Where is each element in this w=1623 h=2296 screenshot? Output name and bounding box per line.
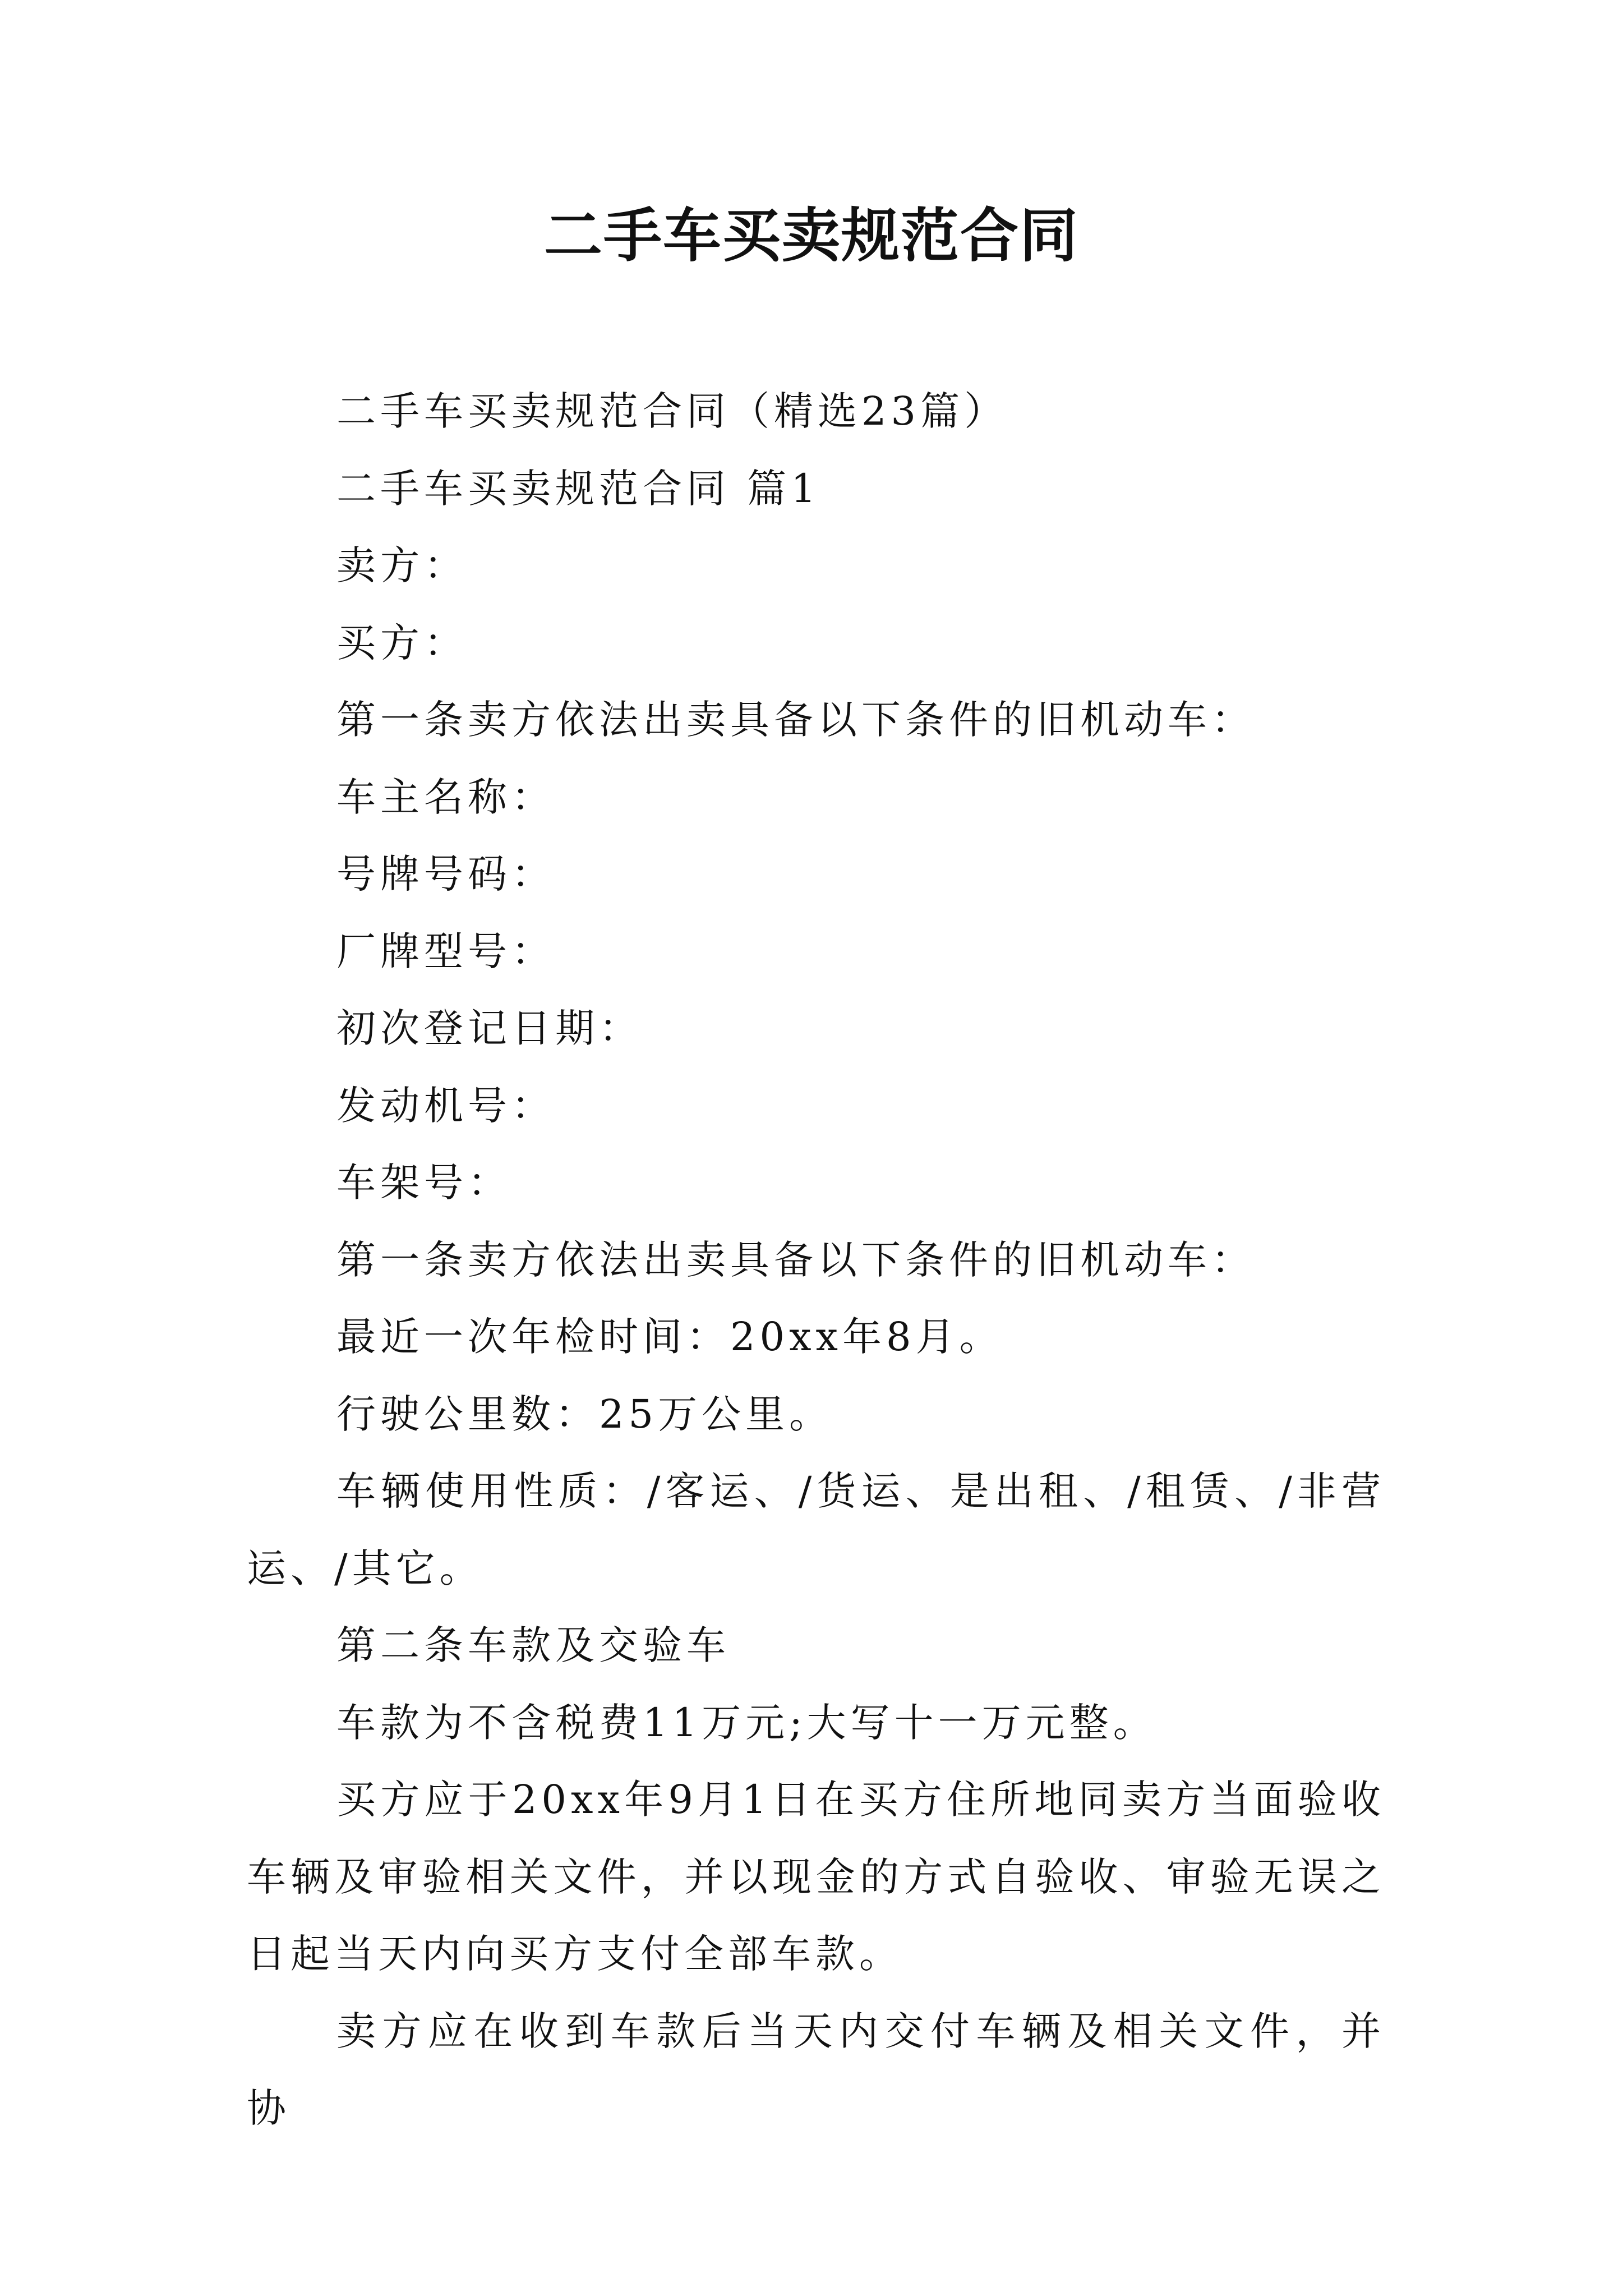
paragraph-plate-number: 号牌号码： <box>336 851 555 897</box>
paragraph-article-1-repeat: 第一条卖方依法出卖具备以下条件的旧机动车： <box>336 1236 1255 1283</box>
paragraph-engine-number: 发动机号： <box>336 1082 555 1129</box>
paragraph-section-heading: 二手车买卖规范合同 篇1 <box>336 465 820 512</box>
paragraph-registration-date: 初次登记日期： <box>336 1005 643 1051</box>
paragraph-subtitle: 二手车买卖规范合同（精选23篇） <box>336 388 1008 434</box>
paragraph-frame-number: 车架号： <box>336 1159 511 1205</box>
paragraph-article-1: 第一条卖方依法出卖具备以下条件的旧机动车： <box>336 697 1255 743</box>
paragraph-usage-type: 车辆使用性质：/客运、/货运、是出租、/租赁、/非营运、/其它。 <box>247 1468 1385 1591</box>
document-title: 二手车买卖规范合同 <box>543 201 1079 270</box>
paragraph-payment-terms: 买方应于20xx年9月1日在买方住所地同卖方当面验收车辆及审验相关文件，并以现金的方式自验收、审验无误之日起当天内向买方支付全部车款。 <box>247 1777 1385 1977</box>
paragraph-owner-name: 车主名称： <box>336 774 555 820</box>
paragraph-brand-model: 厂牌型号： <box>336 928 555 974</box>
paragraph-seller: 卖方： <box>336 542 468 588</box>
paragraph-buyer: 买方： <box>336 619 468 666</box>
document-body <box>247 373 1385 2147</box>
paragraph-price: 车款为不含税费11万元;大写十一万元整。 <box>336 1699 1157 1746</box>
paragraph-delivery-terms: 卖方应在收到车款后当天内交付车辆及相关文件，并协 <box>247 2008 1385 2131</box>
paragraph-mileage: 行驶公里数：25万公里。 <box>336 1391 833 1437</box>
paragraph-article-2: 第二条车款及交验车 <box>336 1622 730 1668</box>
paragraph-inspection-date: 最近一次年检时间：20xx年8月。 <box>336 1314 1003 1360</box>
